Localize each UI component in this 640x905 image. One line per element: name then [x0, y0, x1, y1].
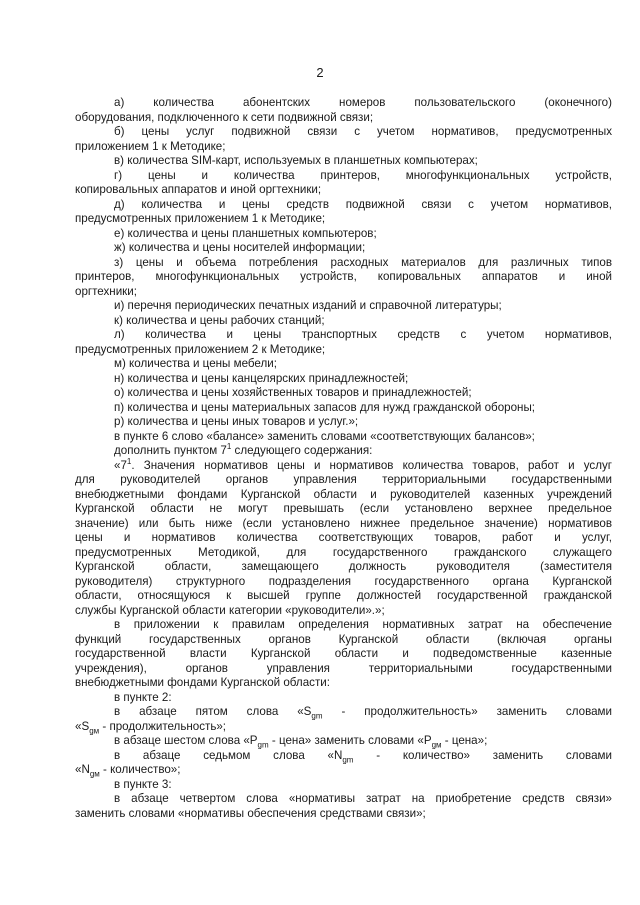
text-line: и) перечня периодических печатных изданий и справочной литературы; [114, 299, 502, 312]
subscript: gм [431, 740, 442, 750]
text-line: внебюджетными фондами Курганской области: [75, 676, 330, 689]
text-line: функций государственных органов Курганской области (включая органы [75, 632, 612, 646]
subscript: gm [311, 711, 323, 721]
text-line: з) цены и объема потребления расходных материалов для различных типов [114, 255, 612, 269]
text-line: оборудования, подключенного к сети подвижной связи; [75, 110, 374, 124]
text-line: н) количества и цены канцелярских принадлежностей; [114, 371, 409, 385]
text-line: предусмотренных Методикой, для государственного гражданского служащего [75, 545, 612, 559]
text-span: . Значения нормативов цены и нормативов количества товаров, работ и услуг [131, 458, 612, 472]
text-line [75, 749, 612, 764]
text-line [75, 456, 612, 474]
text-line: п) количества и цены материальных запасов для нужд гражданской обороны; [114, 400, 535, 414]
text-line: л) количества и цены транспортных средств с учетом нормативов, [114, 328, 612, 341]
text-line: принтеров, многофункциональных устройств, копировальных аппаратов и иной [75, 270, 612, 283]
text-line: Курганской области не могут превышать (если установлено верхнее предельное [75, 502, 612, 515]
text-span: - количество» заменить словами [353, 748, 612, 762]
text-line: м) количества и цены мебели; [114, 357, 277, 370]
text-line [75, 734, 612, 749]
text-span: в абзаце седьмом слова «N [114, 748, 343, 762]
text-line: е) количества и цены планшетных компьютеров; [114, 226, 377, 240]
text-line: приложением 1 к Методике; [75, 139, 226, 153]
superscript: 1 [226, 442, 232, 452]
superscript: 1 [126, 456, 132, 466]
text-span: следующего содержания: [231, 444, 373, 457]
document-body [75, 96, 612, 821]
text-line [75, 444, 612, 459]
text-line [75, 705, 612, 720]
text-span: «7 [114, 458, 127, 472]
text-line: копировальных аппаратов и иной оргтехники; [75, 183, 322, 196]
subscript: gm [342, 754, 354, 764]
text-line: д) количества и цены средств подвижной связи с учетом нормативов, [114, 197, 612, 211]
text-line: руководителя) структурного подразделения государственного органа Курганской [75, 574, 612, 588]
subscript: gм [89, 725, 100, 735]
subscript: gм [89, 769, 100, 779]
text-span: - цена»; [441, 734, 488, 747]
text-line: в абзаце четвертом слова «нормативы затрат на приобретение средств связи» [114, 792, 612, 805]
text-line: в пункте 6 слово «балансе» заменить словами «соответствующих балансов»; [114, 429, 535, 443]
text-line: в приложении к правилам определения нормативных затрат на обеспечение [114, 618, 612, 631]
text-line: области, относящуюся к высшей группе должностей государственной гражданской [75, 589, 612, 602]
text-line: службы Курганской области категории «руководители».»; [75, 603, 385, 617]
text-span: в абзаце шестом слова «P [114, 734, 258, 747]
text-line: ж) количества и цены носителей информации; [114, 241, 366, 254]
text-span: - продолжительность»; [99, 719, 227, 733]
text-line [75, 720, 612, 735]
text-line: внебюджетными фондами Курганской области и руководителей казенных учреждений [75, 487, 612, 501]
text-line: предусмотренных приложением 2 к Методике; [75, 342, 326, 356]
page-number: 2 [316, 65, 324, 80]
text-span: «S [75, 719, 90, 733]
text-span: в абзаце пятом слова «S [114, 705, 312, 718]
text-line: предусмотренных приложением 1 к Методике; [75, 212, 326, 225]
text-line: значение) или быть ниже (если установлено нижнее предельное значение) нормативов [75, 516, 612, 530]
text-line: б) цены услуг подвижной связи с учетом нормативов, предусмотренных [114, 125, 612, 138]
text-span: - количество»; [99, 763, 181, 776]
text-line: г) цены и количества принтеров, многофункциональных устройств, [114, 168, 612, 182]
text-line: в пункте 3: [114, 777, 172, 791]
text-line: заменить словами «нормативы обеспечения средствами связи»; [75, 806, 426, 820]
text-line [75, 763, 612, 778]
text-line: цены и нормативов количества соответствующих товаров, работ и услуг, [75, 531, 612, 544]
text-span: - продолжительность» заменить словами [322, 705, 612, 718]
text-line: о) количества и цены хозяйственных товаров и принадлежностей; [114, 386, 472, 399]
text-span: «N [75, 763, 90, 776]
text-line: а) количества абонентских номеров пользовательского (оконечного) [114, 96, 612, 109]
text-line: оргтехники; [75, 284, 137, 298]
text-span: дополнить пунктом 7 [114, 444, 227, 457]
text-line: для руководителей органов управления территориальными государственными [75, 473, 612, 486]
text-line: в пункте 2: [114, 690, 172, 704]
text-line: в) количества SIM-карт, используемых в планшетных компьютерах; [114, 154, 478, 167]
text-line: р) количества и цены иных товаров и услуг.»; [114, 415, 359, 428]
subscript: gm [257, 740, 269, 750]
text-line: учреждения), органов управления территориальными государственными [75, 661, 612, 675]
text-span: - цена» заменить словами «P [268, 734, 432, 747]
text-line: государственной власти Курганской области и подведомственные казенные [75, 647, 612, 660]
text-line: к) количества и цены рабочих станций; [114, 313, 325, 327]
text-line: Курганской области, замещающего должность руководителя (заместителя [75, 560, 612, 573]
